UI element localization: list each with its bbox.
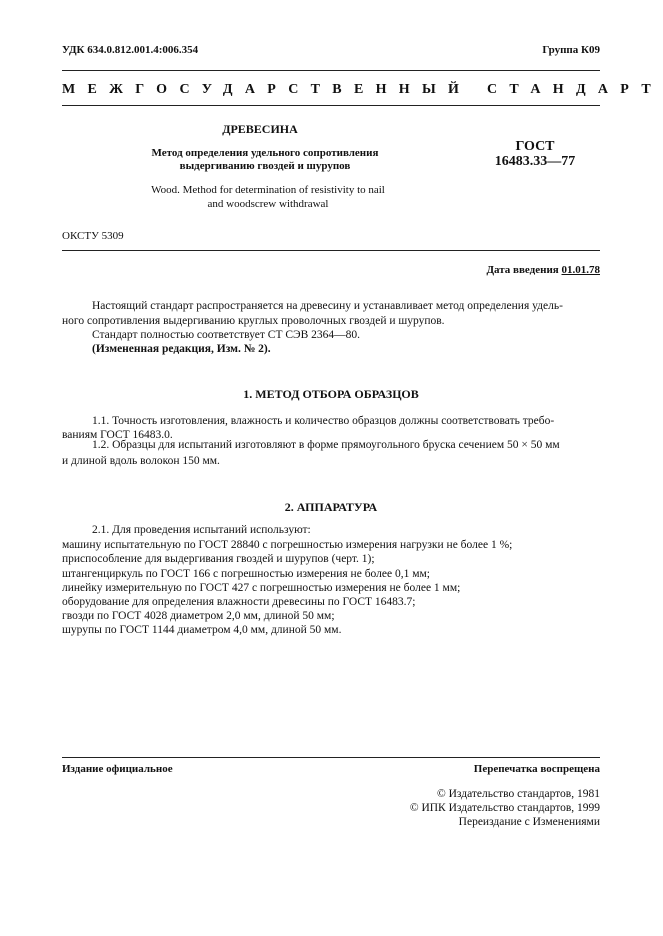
okstu-code: ОКСТУ 5309 (62, 230, 124, 242)
header-rule (62, 105, 600, 106)
intro-date (486, 264, 600, 276)
reissue-note: Переиздание с Изменениями (458, 816, 600, 828)
section2-line: 2.1. Для проведения испытаний используют: (92, 524, 311, 536)
section1-p2-line1: 1.2. Образцы для испытаний изготовляют в форме прямоугольного бруска сечением 50 × 50 мм (92, 439, 560, 451)
okstu-rule (62, 250, 600, 251)
official-edition: Издание официальное (62, 763, 173, 775)
section2-line: линейку измерительную по ГОСТ 427 с погрешностью измерения не более 1 мм; (62, 582, 461, 594)
amendment-note: (Измененная редакция, Изм. № 2). (92, 343, 271, 355)
english-title-line2: and woodscrew withdrawal (207, 198, 329, 210)
section1-p2-line2: и длиной вдоль волокон 150 мм. (62, 455, 220, 467)
reprint-prohibited: Перепечатка воспрещена (473, 763, 600, 775)
group-code: Группа К09 (542, 44, 600, 56)
copyright-1981: © Издательство стандартов, 1981 (436, 788, 600, 800)
doc-subtitle-line2: выдергиванию гвоздей и шурупов (179, 160, 351, 172)
section2-line: штангенциркуль по ГОСТ 166 с погрешностью измерения не более 0,1 мм; (62, 568, 430, 580)
standard-type: МЕЖГОСУДАРСТВЕННЫЙ СТАНДАРТ (62, 82, 663, 97)
section1-heading: 1. МЕТОД ОТБОРА ОБРАЗЦОВ (243, 387, 419, 401)
udk-code: УДК 634.0.812.001.4:006.354 (62, 44, 199, 56)
intro-date-label: Дата введения (486, 264, 559, 276)
doc-subtitle-line1: Метод определения удельного сопротивления (151, 147, 379, 159)
intro-line2: ного сопротивления выдергиванию круглых проволочных гвоздей и шурупов. (62, 315, 445, 327)
intro-line1: Настоящий стандарт распространяется на древесину и устанавливает метод определения удель- (92, 300, 563, 312)
section2-line: оборудование для определения влажности древесины по ГОСТ 16483.7; (62, 596, 416, 608)
section2-line: шурупы по ГОСТ 1144 диаметром 4,0 мм, длиной 50 мм. (62, 624, 342, 636)
section2-line: гвозди по ГОСТ 4028 диаметром 2,0 мм, длиной 50 мм; (62, 610, 335, 622)
doc-title: ДРЕВЕСИНА (222, 122, 298, 136)
intro-line3: Стандарт полностью соответствует СТ СЭВ 2364—80. (92, 329, 361, 341)
gost-number: 16483.33—77 (494, 154, 576, 169)
footer-rule (62, 757, 600, 758)
section2-line: машину испытательную по ГОСТ 28840 с погрешностью измерения нагрузки не более 1 %; (62, 539, 513, 551)
top-rule (62, 70, 600, 71)
section2-line: приспособление для выдергивания гвоздей и шурупов (черт. 1); (62, 553, 375, 565)
section1-p1-line2: ваниям ГОСТ 16483.0. (62, 429, 173, 441)
copyright-1999: © ИПК Издательство стандартов, 1999 (409, 802, 600, 814)
section1-p1-line1: 1.1. Точность изготовления, влажность и количество образцов должны соответствовать требо- (92, 415, 555, 427)
english-title-line1: Wood. Method for determination of resistivity to nail (151, 184, 385, 196)
section2-heading: 2. АППАРАТУРА (284, 500, 378, 514)
intro-date-value: 01.01.78 (561, 264, 600, 276)
gost-label: ГОСТ (515, 139, 555, 154)
